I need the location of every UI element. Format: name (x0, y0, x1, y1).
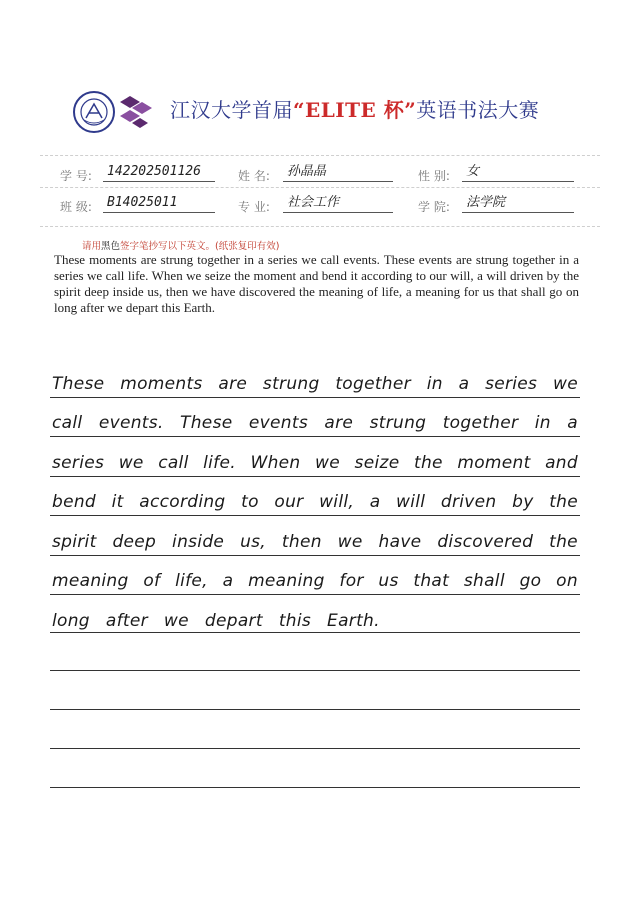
handwritten-word: These (180, 413, 233, 433)
handwritten-word: we (163, 611, 189, 631)
handwritten-line-6 (52, 571, 578, 591)
handwritten-word: for (339, 571, 364, 591)
handwritten-word: of (143, 571, 161, 591)
name-field[interactable]: 孙晶晶 (283, 162, 393, 182)
handwritten-line-7 (52, 611, 380, 631)
writing-line (50, 436, 580, 437)
handwritten-word: series (52, 453, 105, 473)
handwritten-word: a (567, 413, 578, 433)
handwritten-word: this (278, 611, 312, 631)
instruction-part1: 请用 (82, 241, 102, 252)
handwritten-line-5 (52, 532, 578, 552)
handwritten-word: a (222, 571, 234, 591)
handwritten-word: according (139, 492, 226, 512)
handwritten-word: moments (120, 374, 203, 394)
instruction-part3: 签字笔抄写以下英文。(纸张复印有效) (120, 241, 280, 252)
university-seal-icon (72, 90, 116, 138)
handwritten-word: life. (203, 453, 236, 473)
gender-label: 性 别: (418, 169, 450, 183)
handwritten-word: driven (440, 492, 497, 512)
major-label: 专 业: (238, 200, 270, 214)
handwritten-word: are (218, 374, 248, 394)
instruction-part2: 黑色 (101, 241, 121, 252)
contest-logo-icon (120, 94, 154, 134)
handwritten-word: after (105, 611, 148, 631)
handwritten-word: spirit (52, 532, 97, 552)
major-field[interactable]: 社会工作 (283, 193, 393, 213)
handwritten-word: events (248, 413, 308, 433)
class-label: 班 级: (60, 200, 92, 214)
handwritten-word: call (158, 453, 189, 473)
writing-line (50, 709, 580, 710)
handwritten-word: call (52, 413, 83, 433)
handwritten-word: the (413, 453, 443, 473)
handwritten-word: series (485, 374, 538, 394)
handwritten-word: will (396, 492, 426, 512)
handwritten-word: the (549, 532, 578, 552)
handwritten-word: us, (240, 532, 267, 552)
handwritten-word: together (335, 374, 411, 394)
handwritten-word: long (52, 611, 90, 631)
header (60, 88, 600, 140)
handwritten-word: and (545, 453, 578, 473)
handwritten-word: by (512, 492, 534, 512)
handwritten-word: meaning (52, 571, 129, 591)
writing-line (50, 787, 580, 788)
handwritten-word: deep (112, 532, 157, 552)
handwritten-word: the (549, 492, 578, 512)
divider (40, 155, 600, 156)
handwritten-word: we (552, 374, 578, 394)
handwritten-word: will, (319, 492, 355, 512)
handwritten-word: we (118, 453, 144, 473)
handwritten-word: a (369, 492, 381, 512)
handwritten-word: have (378, 532, 422, 552)
handwritten-line-4 (52, 492, 578, 512)
college-label: 学 院: (418, 200, 450, 214)
instruction-text (82, 238, 279, 252)
divider (40, 187, 600, 188)
handwritten-word: that (413, 571, 450, 591)
handwritten-word: on (556, 571, 578, 591)
handwritten-word: strung (262, 374, 320, 394)
handwritten-word: inside (172, 532, 225, 552)
handwritten-word: are (324, 413, 354, 433)
handwritten-word: in (534, 413, 551, 433)
gender-field[interactable]: 女 (462, 162, 574, 182)
writing-line (50, 555, 580, 556)
handwritten-line-1 (52, 374, 578, 394)
handwritten-word: our (274, 492, 304, 512)
title-prefix: 江汉大学首届 (170, 98, 293, 122)
handwritten-word: bend (52, 492, 97, 512)
handwritten-word: discovered (437, 532, 534, 552)
handwritten-line-3 (52, 453, 578, 473)
divider (40, 226, 600, 227)
writing-line (50, 397, 580, 398)
handwritten-word: then (281, 532, 322, 552)
title-suffix: 英语书法大赛 (416, 98, 540, 122)
college-field[interactable]: 法学院 (462, 193, 574, 213)
handwritten-word: depart (204, 611, 263, 631)
handwritten-word: shall (463, 571, 505, 591)
handwritten-word: a (458, 374, 470, 394)
class-field[interactable]: B14025011 (103, 193, 215, 213)
handwritten-word: we (315, 453, 340, 473)
handwritten-word: together (442, 413, 519, 433)
handwritten-word: life, (175, 571, 208, 591)
handwritten-word: we (337, 532, 363, 552)
handwritten-word: These (52, 374, 105, 394)
handwritten-word: Earth. (327, 611, 380, 631)
source-passage: These moments are strung together in a series we call events. These events are strung together in a series we call life. When we seize the moment and bend it according to our will, a will driven by the spirit deep inside us, then we have discovered the meaning of life, a meaning for us that shall go on long after we depart this Earth. (54, 252, 579, 315)
name-label: 姓 名: (238, 169, 270, 183)
handwritten-word: to (241, 492, 259, 512)
writing-line (50, 748, 580, 749)
handwritten-word: moment (457, 453, 531, 473)
writing-line (50, 632, 580, 633)
handwritten-word: events. (98, 413, 164, 433)
handwritten-word: When (250, 453, 301, 473)
writing-line (50, 594, 580, 595)
student-id-field[interactable]: 142202501126 (103, 162, 215, 182)
handwritten-word: go (519, 571, 542, 591)
writing-line (50, 476, 580, 477)
handwritten-line-2 (52, 413, 578, 433)
title-highlight: “ELITE 杯” (293, 98, 417, 122)
handwritten-word: meaning (248, 571, 325, 591)
writing-line (50, 515, 580, 516)
handwritten-word: us (378, 571, 399, 591)
handwritten-word: it (111, 492, 124, 512)
handwritten-word: strung (369, 413, 427, 433)
writing-line (50, 670, 580, 671)
handwritten-word: in (426, 374, 443, 394)
student-id-label: 学 号: (60, 169, 92, 183)
handwritten-word: seize (354, 453, 400, 473)
page-title (170, 94, 539, 123)
